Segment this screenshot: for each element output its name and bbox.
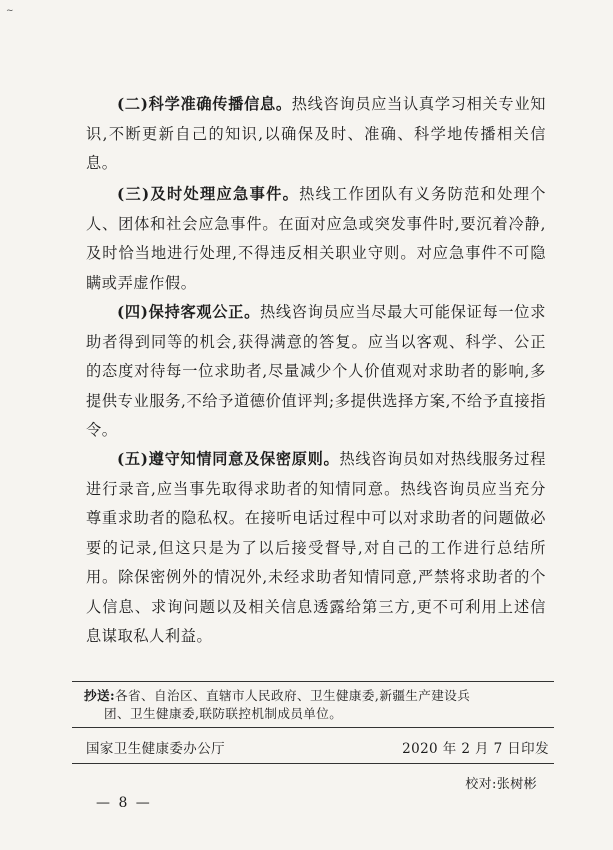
paragraph-accurate-information xyxy=(86,90,546,179)
cc-label: 抄送: xyxy=(84,688,116,703)
cc-recipients-line2: 团、卫生健康委,联防联控机制成员单位。 xyxy=(104,706,343,721)
scan-corner-mark: ~ xyxy=(6,6,14,16)
footer-middle-rule xyxy=(72,727,554,728)
footer-bottom-rule xyxy=(72,763,554,764)
paragraph-body: 热线咨询员应当认真学习相关专业知识,不断更新自己的知识,以确保及时、准确、科学地传播相关信息。 xyxy=(86,95,546,172)
proofreader: 校对:张树彬 xyxy=(465,777,537,792)
paragraph-consent-confidentiality xyxy=(86,445,546,652)
paragraph-objectivity xyxy=(86,298,546,446)
footer-top-rule xyxy=(72,681,554,682)
paragraph-heading: (二)科学准确传播信息。 xyxy=(117,95,292,113)
page-number: — 8 — xyxy=(96,795,152,811)
paragraph-body: 热线咨询员应当尽最大可能保证每一位求助者得到同等的机会,获得满意的答复。应当以客观、科学、公正的态度对待每一位求助者,尽量减少个人价值观对求助者的影响,多提供专业服务,不给予道德价值评判;多提供选择方案,不给予直接指令。 xyxy=(86,303,546,439)
paragraph-emergency-handling xyxy=(86,180,546,298)
paragraph-heading: (四)保持客观公正。 xyxy=(117,303,260,321)
issuing-office: 国家卫生健康委办公厅 xyxy=(86,741,225,757)
paragraph-heading: (五)遵守知情同意及保密原则。 xyxy=(117,450,340,468)
cc-recipients-line1: 各省、自治区、直辖市人民政府、卫生健康委,新疆生产建设兵 xyxy=(115,688,471,703)
issue-date: 2020 年 2 月 7 日印发 xyxy=(402,741,549,757)
paragraph-heading: (三)及时处理应急事件。 xyxy=(117,185,300,203)
cc-distribution-list xyxy=(84,687,546,723)
paragraph-body: 热线工作团队有义务防范和处理个人、团体和社会应急事件。在面对应急或突发事件时,要沉着冷静,及时恰当地进行处理,不得违反相关职业守则。对应急事件不可隐瞒或弄虚作假。 xyxy=(86,185,546,292)
paragraph-body: 热线咨询员如对热线服务过程进行录音,应当事先取得求助者的知情同意。热线咨询员应当充分尊重求助者的隐私权。在接听电话过程中可以对求助者的问题做必要的记录,但这只是为了以后接受督导,对自己的工作进行总结所用。除保密例外的情况外,未经求助者知情同意,严禁将求助者的个人信息、求询问题以及相关信息透露给第三方,更不可利用上述信息谋取私人利益。 xyxy=(86,450,546,645)
